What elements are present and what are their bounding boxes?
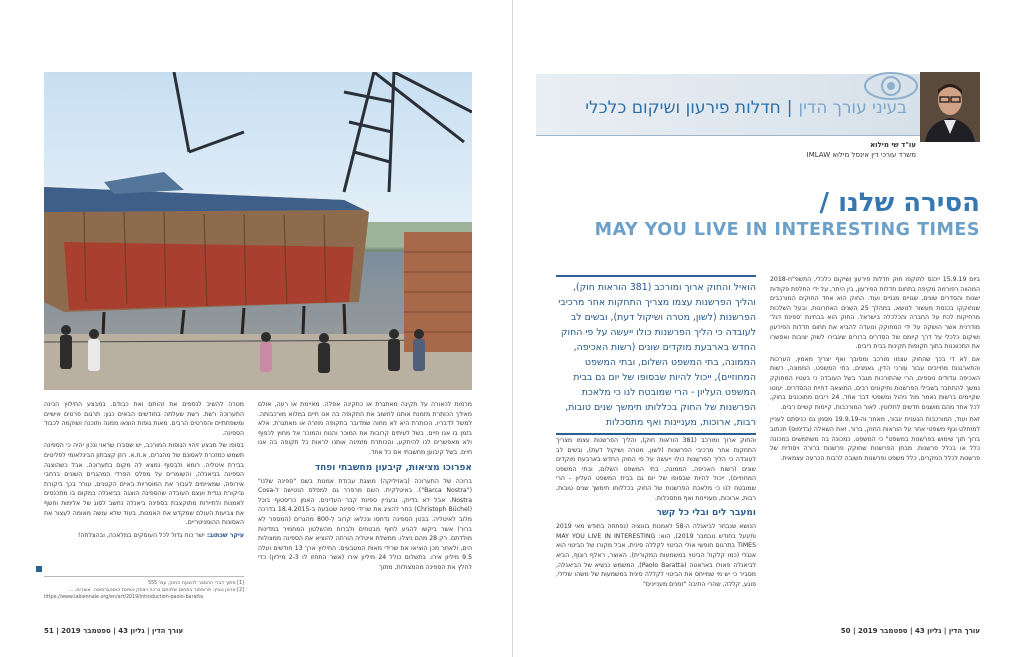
- article-title-hebrew: הסירה שלנו /: [819, 188, 980, 218]
- left-page-column-2: [44, 400, 244, 568]
- section-subheading: ומעבר לים ובלי כל קשר: [656, 508, 756, 519]
- ship-photo: [44, 72, 472, 390]
- banner-prefix: בעיני עורך הדין: [798, 98, 907, 118]
- footnotes: [44, 576, 244, 601]
- right-page-column-1: [770, 275, 980, 637]
- left-page-column-1: [258, 400, 472, 636]
- paragraph: אם לא די בכך שהחוק עצמו מורכב ומסובך ואף יצריך מאמץ, הערכות והתארגנות מחייבים עבור עורכי הדין, גאמנים, בתי המשפט, הממונה, רשות האכיפה וגדודים נוספים, הרי שהתורכות מגבר בשל העובדה כי בעטיו המחוקק נמשך להתחבר בשבילי הפרשנות ותיקונים רבים, התוצאה דחיית ההסדרים. יעוטו שקיימים ברשות נאמר מול ניהול ומשפטי דבר אחד, 24 ריבים מתוכננים בחוק, לכל אחד מהם מושגים חדשים לחלוטין. לאור המורכבות, קיימות קשיים רבים.: [770, 355, 980, 411]
- banner-separator: |: [786, 98, 793, 118]
- closing-label: עיקר שכתוב:: [206, 531, 244, 539]
- author-credit: [536, 140, 916, 160]
- banner-title: חדלות פירעון ושיקום כלכלי: [585, 98, 781, 118]
- author-role: משרד עורכי דין אינסל מילוא IMLAW: [806, 151, 916, 159]
- column-banner: [536, 74, 921, 136]
- footnote-marker: [36, 566, 42, 572]
- author-name: עו"ד שי מילוא: [870, 141, 916, 149]
- paragraph: ביום 15.9.19 ייכנס לתוקפו חוק חדלות פירעון ושיקום כלכלי, התשפ"ח-2018 המהווה רפורמה מקיפה בתחום חדלות הפירעון, בין היתר, על ידי החלפת פקודות ישנות והסדרים שונים, שגויים מגניים ועוד. החוק הוא אחד החוקים המורכבים שנחוקקו בכנסת מעשור לנושא, במהלך 25 השנים האחרונות, ובעל השלכות מרחיקות לכת על החברה והכלכלה בישראל. החוק הוא בבחינת 'ספינת דגל' מודרנית אשר הושקה על ידי המחוקק ונועדה להביא את תחום חדלות הפירעון ושיקום כלכלי על דרך קיומם של הסדרים ברורים שיגבירו לשוק יציבות ואפשרו את התכווננות בתוך תקופות תקינות בבית ריבים.: [770, 276, 980, 351]
- right-page-column-2: [556, 436, 756, 636]
- banner-text: [585, 98, 907, 118]
- paragraph: מטרה להשיב לנספים את זהותם ואת כבודם. במבצע החילוץ הכינה התערוכה רשת. רשת שעלתה בחודשים הבאים כגון: תרגום פרטים אישיים ומשפחתיים והפרטים הרבים. מאות גופות הוצאו ממנה ותוכנה ושוקמה לכבוד הספינה.: [44, 401, 244, 437]
- author-portrait: [920, 72, 980, 142]
- paragraph: והחוק ארוך ומורכב (381 הוראות חוק), והליך הפרשנות עצמו מצריך התחקות אחר מרכיבי הפרשנות (לשון, מטרה ושיקול דעת), ובשים לב לעובדה כי הליך הפרשנות כולו ייעשה על פי החוק החדש בארבעת מוקדים שונים (רשות האכיפה, הממונה, בתי המשפט השלום, ובתי המשפט המחוזיים), ייכול להיות שבסופו של יום גם בבית המשפט העליון - הרי שמובטח לנו כי מלאכת הפרשנות של החוק בכללותו תימשך שנים טובות, רבות, ארוכות, מעניינות ואף מתסכלות.: [556, 437, 756, 502]
- footnote: [1] מתוך דברי ההסבר להצעת החוק, עמ' 555: [148, 581, 244, 586]
- paragraph: זאת ועוד, המורכבות הגענית יגבור, מאחר וה-19.9.19 מסמן גם כניסתם לעניין למוחלט וגוף משפטי אחר על הוראות החוק, ברור. זאת השאלה (בדימוס) תכתוב ברוך תוך שימוש בפרשנות במשפט" כי המשפט, כמכונה בה משתמשים במכונה כלל או בכלל פרשנות. מבחן הפרשנות שחוקק פרשנות ברורה ויסודית של פרשנות לכלל המקרים, כלל משפט ופרשנות חשובה לרבות הכרעה עצמאית.: [770, 416, 980, 462]
- paragraph: הנושא שנבחר לביאנלה ה-58 לאמנות בוונציה (נפתחה בחודש מאי 2019 ותיגעל בחודש נובמבר 2019), הוא: MAY YOU LIVE IN INTERESTING TIMES בתרגום חופשי אולי הביטוי לקללה סינית, אבל מקורו של הביטוי הוא אנגלי (כמו קלקול הביטוי במשמעות המקורית). האוצר, ראלף רוגוף, הביא לביאנלה פאולו באראטה (Paolo Baratta), המשמש כנשיא של הביאנלה, מסביר כי יש מי שמייחס את הביטוי לקללה סינית במשמעות של משהו שלילי, פוגע, קללה, שהרי התיבה "זמנים מעניינים": [556, 523, 756, 588]
- paragraph: ברוכה של התערוכה (באזיליקה) מוצגת עבודת אמנות בשם "ספינה שלנו" ("Barca Nostra"). באיטלקית. השם מרפרר גם למפלס הנטישה ל-Cosa Nostra. אבל לא בדיוק. ובעניין ספינת קבר העדינים. האמן כריסטוף בוכל (Christoph Büchel) בחר להציג את שרידי ספינה שטבעה ב-18.4.2015 בדרכה מלוב לאיטליה. בבטן הספינה נדחסו ונכלאו קרוב ל-800 מהגרים (המספר לא ברור) אשר ביקשו להגיע לחוף מבטחים ולברוח מהשלטון המחמיר במדינות מולדתם. רק 28 מהם ניצלו. ממשלת איטליה הורתה להוציא את הספינה ממצולות הים, ולאחר מכן הוציאו את שרידי מאות המטבעים. החילוץ ארך 13 חודשים ועלה 9.5 מיליון אירו. בתשלום כולל 24 מיליון אירו (אשר התחזו לו 2-3 מיליון) כדי לחלץ את הספינה מהמצולות, מתוך: [258, 477, 472, 571]
- article-title-english: MAY YOU LIVE IN INTERESTING TIMES: [594, 220, 980, 240]
- ship-illustration: [44, 72, 472, 390]
- page-footer: עורך הדין | גליון 43 | ספטמבר 2019 | 50: [840, 627, 980, 635]
- footnote-url[interactable]: https://www.labiennale.org/en/art/2019/introduction-paolo-baratta: [44, 595, 204, 600]
- pull-quote: הואיל והחוק ארוך ומורכב (381 הוראות חוק), והליך הפרשנות עצמו מצריך התחקות אחר מרכיבי הפרשנות (לשון, מטרה ושיקול דעת), ובשים לב לעובדה כי הליך הפרשנות כולו ייעשה על פי החוק החדש בארבעת מוקדים שונים (רשות האכיפה, הממונה, בתי המשפט השלום, ובתי המשפט המחוזיים), ייכול להיות שבסופו של יום גם בבית המשפט העליון - הרי שמובטח לנו כי מלאכת הפרשנות של החוק בכללותו תימשך שנים טובות, רבות, ארוכות, מעניינות ואף מתסכלות: [556, 275, 756, 435]
- avatar: [920, 72, 980, 142]
- page-footer: 51 | עורך הדין | גליון 43 | ספטמבר 2019: [44, 627, 184, 635]
- footnote: [2] ארגון נוביץ. פרופסור בתחום שלוותם ברכה ויצחק נשיאת האוניברסיטה. אוצרות. ...: [68, 588, 244, 593]
- closing-line: [44, 531, 244, 541]
- paragraph: מרמות לכאורה על תקינה מאתגרת או כתקינה אפלה. מאיימת או רעה, אולם מאידך הכותרת מזמנת אותנו לחשוב את התקופה בה אנו חיים במלוא מורכבותה. למשל לדבריו, הכותרת היא לא מחוה שמדובר בתקופה מוזרה או מאתגרת, אלא בזמן בו אנו חיים. בשל לעיתים קרובות את המוכר והנוח והמוכר אל מחוץ לכפוף ולא מאפשרים לנו להיתקע, והכותרת מזמינה אותנו לראות כל תקופה בה אנו חיים. בשל קיבוען מחשבתי אם כל אחד.: [258, 401, 472, 456]
- paragraph: בסופו של מבצע זיהוי הגופות המורכב, יש שסברו שראוי ונכון יהיה כי הספינה תשמש כמזכרת לאסונם של מהגרים. א.ת.א. רוזן קצבתון הבינלאומי לפליטים בבירת איטליה. רומא ולבסוף נמצא לה מקום בתערוכה. אבל כשהוצגה הספינה בביאנלה, והשומרים על מפלס הפרדי המהגרים השונים ברחבי אירופה, שמאיימים לעבור את המוסריות באיים הקטנים, עורר בכך ביקורת וביקורת נגדית ועצם העובדה שהספינה הוצגה בביאנלה במקום בו מתכנסים לאמנות ולתיירות מתוקצבת בספינה ביאנלה נחשב לסוג של אלימות וחשף את צביעות העולם שמקדש את האמנות, בעוד שלא עושה מאומה לעצור את האסונות ההומניטריים.: [44, 442, 244, 527]
- closing-text: ישר כוח גדול לכל העוסקים במלאכה, ובהצלחה!: [77, 531, 205, 539]
- section-subheading: אפרוכו מציאות, קיבעון מחשבתי ופחד: [314, 462, 472, 473]
